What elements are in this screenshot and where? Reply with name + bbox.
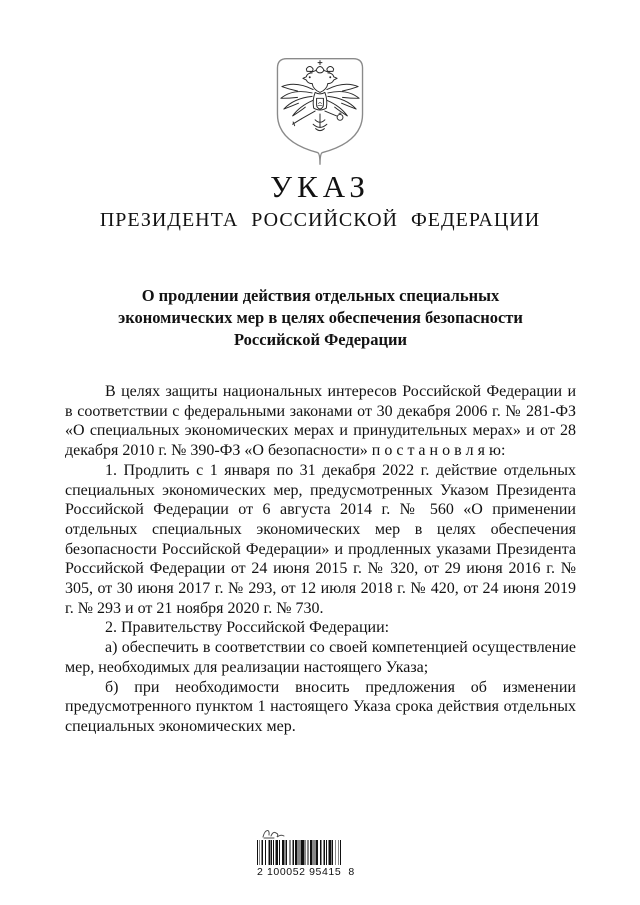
subject-line-2: экономических мер в целях обеспечения безопасности bbox=[118, 308, 523, 327]
item-1-paragraph: 1. Продлить с 1 января по 31 декабря 2022 г. действие отдельных специальных экономических мер, предусмотренных Указом Президента Российской Федерации от 6 августа 2014 г. № 560 «О применении отдельных специальных экономических мер в целях обеспечения безопасности Российской Федерации» и продленных указами Президента Российской Федерации от 24 июня 2015 г. № 320, от 29 июня 2016 г. № 305, от 30 июня 2017 г. № 293, от 12 июля 2018 г. № 420, от 24 июня 2019 г. № 293 и от 21 ноября 2020 г. № 730. bbox=[65, 461, 576, 617]
barcode-digits: 2 100052 95415 8 bbox=[257, 866, 355, 878]
item-2b-paragraph: б) при необходимости вносить предложения об изменении предусмотренного пунктом 1 настоящего Указа срока действия отдельных специальных экономических мер. bbox=[65, 678, 576, 735]
barcode-bars bbox=[257, 840, 341, 865]
barcode-stamp bbox=[257, 826, 355, 878]
decree-issuer-line: ПРЕЗИДЕНТА РОССИЙСКОЙ ФЕДЕРАЦИИ bbox=[99, 209, 541, 231]
subject-line-1: О продлении действия отдельных специальных bbox=[141, 286, 500, 305]
decree-body bbox=[65, 382, 576, 737]
item-2a-paragraph: а) обеспечить в соответствии со своей компетенцией осуществление мер, необходимых для реализации настоящего Указа; bbox=[65, 639, 576, 676]
registration-mark-icon bbox=[260, 826, 286, 839]
preamble-paragraph: В целях защиты национальных интересов Российской Федерации и в соответствии с федеральными законами от 30 декабря 2006 г. № 281-ФЗ «О специальных экономических мерах и принудительных мерах» и от 28 декабря 2010 г. № 390-ФЗ «О безопасности» п о с т а н о в л я ю: bbox=[65, 383, 576, 460]
decree-type-title: УКАЗ bbox=[270, 169, 370, 204]
subject-line-3: Российской Федерации bbox=[234, 330, 407, 349]
item-2-paragraph: 2. Правительству Российской Федерации: bbox=[105, 619, 390, 637]
decree-subject bbox=[65, 285, 576, 351]
coat-of-arms bbox=[276, 57, 364, 167]
double-headed-eagle-icon bbox=[276, 57, 364, 167]
